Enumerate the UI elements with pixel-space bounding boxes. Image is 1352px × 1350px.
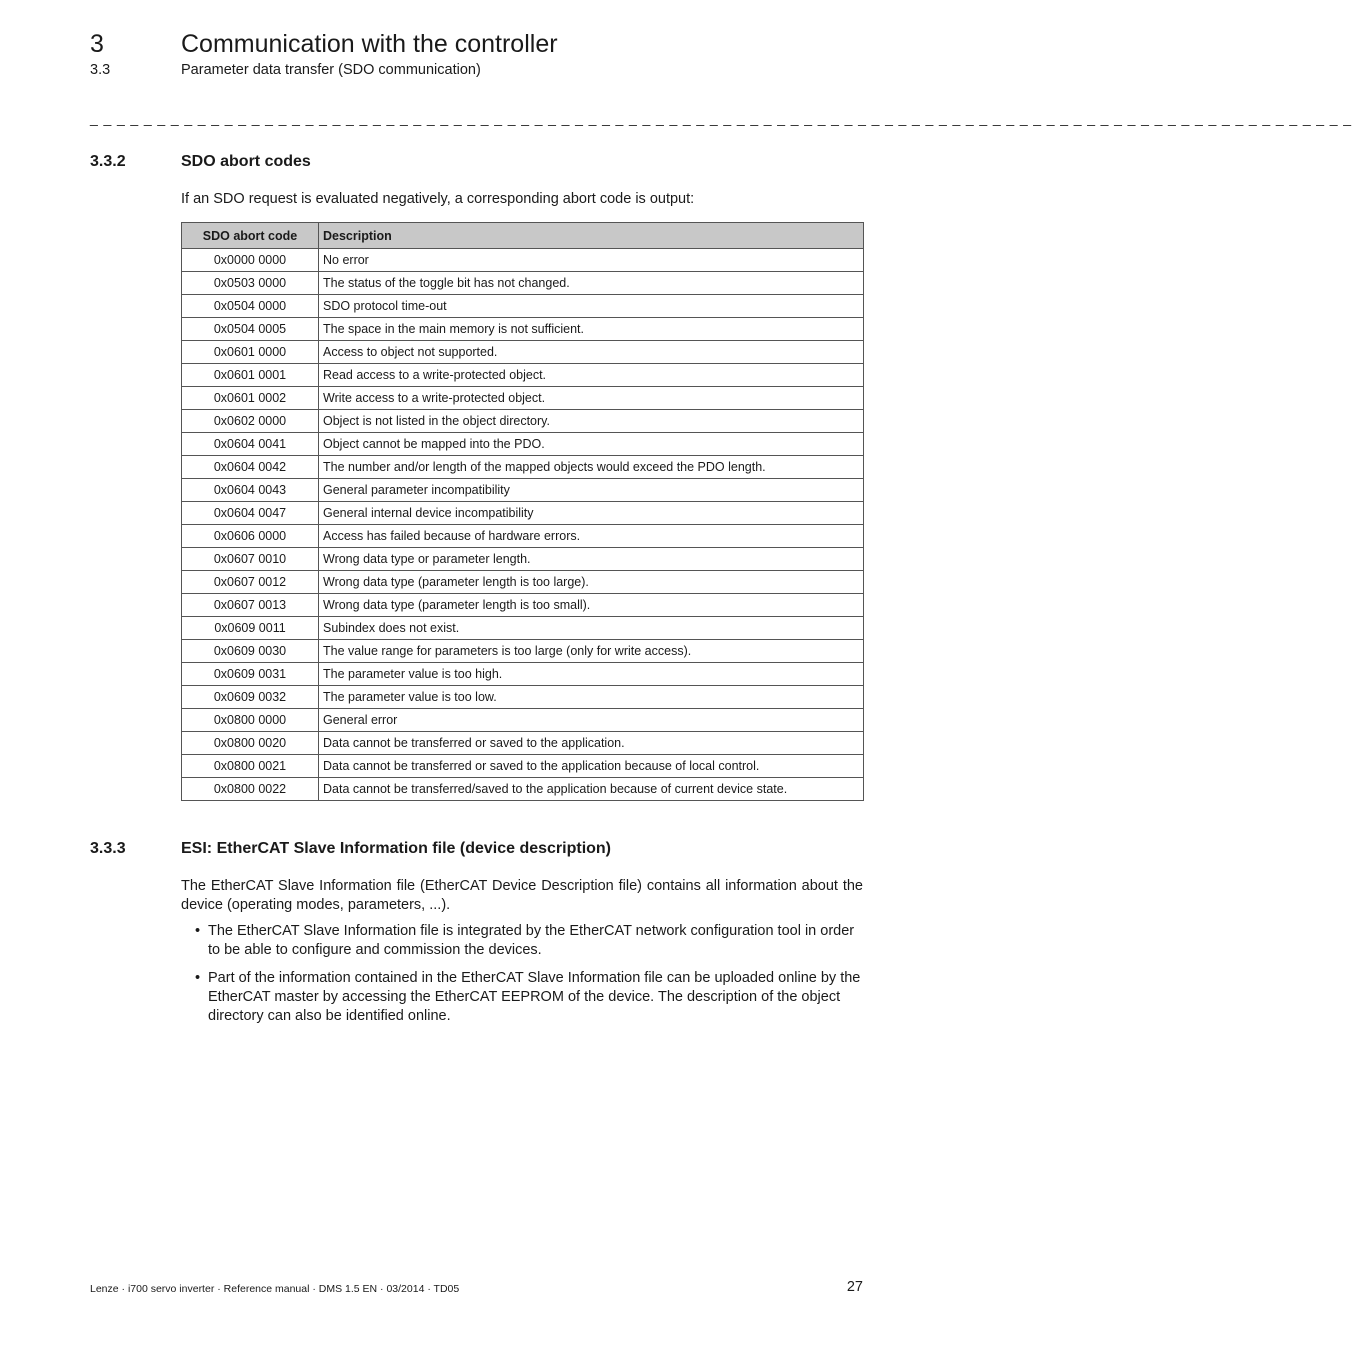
description-cell: The number and/or length of the mapped objects would exceed the PDO length.	[319, 456, 864, 479]
abort-code-cell: 0x0604 0042	[182, 456, 319, 479]
table-row	[182, 755, 864, 778]
abort-code-cell: 0x0609 0031	[182, 663, 319, 686]
chapter-number: 3	[90, 30, 104, 58]
abort-code-cell: 0x0800 0020	[182, 732, 319, 755]
table-row	[182, 387, 864, 410]
page-number: 27	[846, 1279, 863, 1295]
description-cell: SDO protocol time-out	[319, 295, 864, 318]
table-row	[182, 709, 864, 732]
subsection-number: 3.3.3	[90, 840, 126, 857]
description-cell: The value range for parameters is too large (only for write access).	[319, 640, 864, 663]
description-cell: Access to object not supported.	[319, 341, 864, 364]
description-cell: Object is not listed in the object directory.	[319, 410, 864, 433]
description-cell: Data cannot be transferred or saved to the application.	[319, 732, 864, 755]
table-row	[182, 571, 864, 594]
intro-paragraph: If an SDO request is evaluated negatively, a corresponding abort code is output:	[181, 191, 695, 207]
description-cell: No error	[319, 249, 864, 272]
abort-code-cell: 0x0609 0032	[182, 686, 319, 709]
abort-code-cell: 0x0604 0047	[182, 502, 319, 525]
table-body	[182, 249, 864, 801]
abort-code-cell: 0x0604 0043	[182, 479, 319, 502]
header-divider: _ _ _ _ _ _ _ _ _ _ _ _ _ _ _ _ _ _ _ _ _ _ _ _ _ _ _ _ _ _ _ _ _ _ _ _ _ _ _ _ _ _ _ _ _ _ _ _ _ _ _ _ _ _ _ _ _ _ _ _ _ _ _ _ _ _ _ _ _ _ _ _ _ _ _ _ _ _ _ _ _ _ _ _ _ _ _ _ _ _ _ _ _ _	[90, 110, 1352, 126]
table-row	[182, 778, 864, 801]
abort-code-cell: 0x0609 0030	[182, 640, 319, 663]
abort-code-cell: 0x0607 0010	[182, 548, 319, 571]
abort-code-cell: 0x0601 0000	[182, 341, 319, 364]
abort-code-cell: 0x0503 0000	[182, 272, 319, 295]
chapter-title: Communication with the controller	[181, 30, 558, 58]
table-header-row	[182, 223, 864, 249]
description-cell: Wrong data type (parameter length is too large).	[319, 571, 864, 594]
table-row	[182, 732, 864, 755]
abort-code-cell: 0x0606 0000	[182, 525, 319, 548]
description-cell: The status of the toggle bit has not changed.	[319, 272, 864, 295]
description-cell: The parameter value is too low.	[319, 686, 864, 709]
description-cell: Subindex does not exist.	[319, 617, 864, 640]
table-row	[182, 456, 864, 479]
table-row	[182, 341, 864, 364]
description-cell: Wrong data type or parameter length.	[319, 548, 864, 571]
table-row	[182, 640, 864, 663]
table-row	[182, 502, 864, 525]
table-row	[182, 617, 864, 640]
description-cell: The parameter value is too high.	[319, 663, 864, 686]
abort-code-cell: 0x0602 0000	[182, 410, 319, 433]
list-item-text: Part of the information contained in the EtherCAT Slave Information file can be uploaded online by the EtherCAT master by accessing the EtherCAT EEPROM of the device. The description of the object directory can also be identified online.	[208, 969, 861, 1025]
abort-code-cell: 0x0800 0000	[182, 709, 319, 732]
description-cell: General parameter incompatibility	[319, 479, 864, 502]
table-row	[182, 479, 864, 502]
table-row	[182, 548, 864, 571]
description-cell: Data cannot be transferred/saved to the application because of current device state.	[319, 778, 864, 801]
description-cell: Write access to a write-protected object.	[319, 387, 864, 410]
table-row	[182, 433, 864, 456]
description-cell: Wrong data type (parameter length is too small).	[319, 594, 864, 617]
abort-code-cell: 0x0800 0021	[182, 755, 319, 778]
column-header-description: Description	[319, 223, 864, 249]
list-item	[181, 922, 863, 961]
table-row	[182, 249, 864, 272]
table-row	[182, 663, 864, 686]
bullet-icon: •	[195, 923, 201, 939]
subsection-title: SDO abort codes	[181, 153, 311, 170]
table-row	[182, 295, 864, 318]
page-footer: Lenze · i700 servo inverter · Reference manual · DMS 1.5 EN · 03/2014 · TD05	[90, 1283, 460, 1295]
table-row	[182, 525, 864, 548]
description-cell: The space in the main memory is not sufficient.	[319, 318, 864, 341]
esi-paragraph: The EtherCAT Slave Information file (EtherCAT Device Description file) contains all information about the device (operating modes, parameters, ...).	[181, 878, 863, 913]
table-row	[182, 272, 864, 295]
description-cell: Access has failed because of hardware errors.	[319, 525, 864, 548]
bullet-icon: •	[195, 969, 201, 986]
abort-code-cell: 0x0607 0012	[182, 571, 319, 594]
column-header-code: SDO abort code	[182, 223, 319, 249]
table-row	[182, 410, 864, 433]
description-cell: Read access to a write-protected object.	[319, 364, 864, 387]
description-cell: Data cannot be transferred or saved to the application because of local control.	[319, 755, 864, 778]
abort-code-cell: 0x0800 0022	[182, 778, 319, 801]
abort-code-cell: 0x0504 0005	[182, 318, 319, 341]
table-row	[182, 686, 864, 709]
section-number: 3.3	[90, 62, 111, 78]
abort-code-cell: 0x0609 0011	[182, 617, 319, 640]
description-cell: Object cannot be mapped into the PDO.	[319, 433, 864, 456]
table-row	[182, 594, 864, 617]
list-item	[181, 969, 863, 1027]
section-title: Parameter data transfer (SDO communication)	[181, 62, 481, 78]
abort-code-cell: 0x0504 0000	[182, 295, 319, 318]
abort-code-cell: 0x0607 0013	[182, 594, 319, 617]
description-cell: General error	[319, 709, 864, 732]
abort-code-cell: 0x0601 0001	[182, 364, 319, 387]
subsection-number: 3.3.2	[90, 153, 126, 170]
abort-code-cell: 0x0601 0002	[182, 387, 319, 410]
description-cell: General internal device incompatibility	[319, 502, 864, 525]
table-row	[182, 318, 864, 341]
subsection-title: ESI: EtherCAT Slave Information file (device description)	[181, 840, 612, 857]
table-row	[182, 364, 864, 387]
bullet-list	[181, 922, 863, 1034]
abort-code-cell: 0x0604 0041	[182, 433, 319, 456]
abort-code-table	[181, 222, 864, 801]
list-item-text: The EtherCAT Slave Information file is integrated by the EtherCAT network configuration tool in order to be able to configure and commission the devices.	[208, 923, 855, 959]
abort-code-cell: 0x0000 0000	[182, 249, 319, 272]
